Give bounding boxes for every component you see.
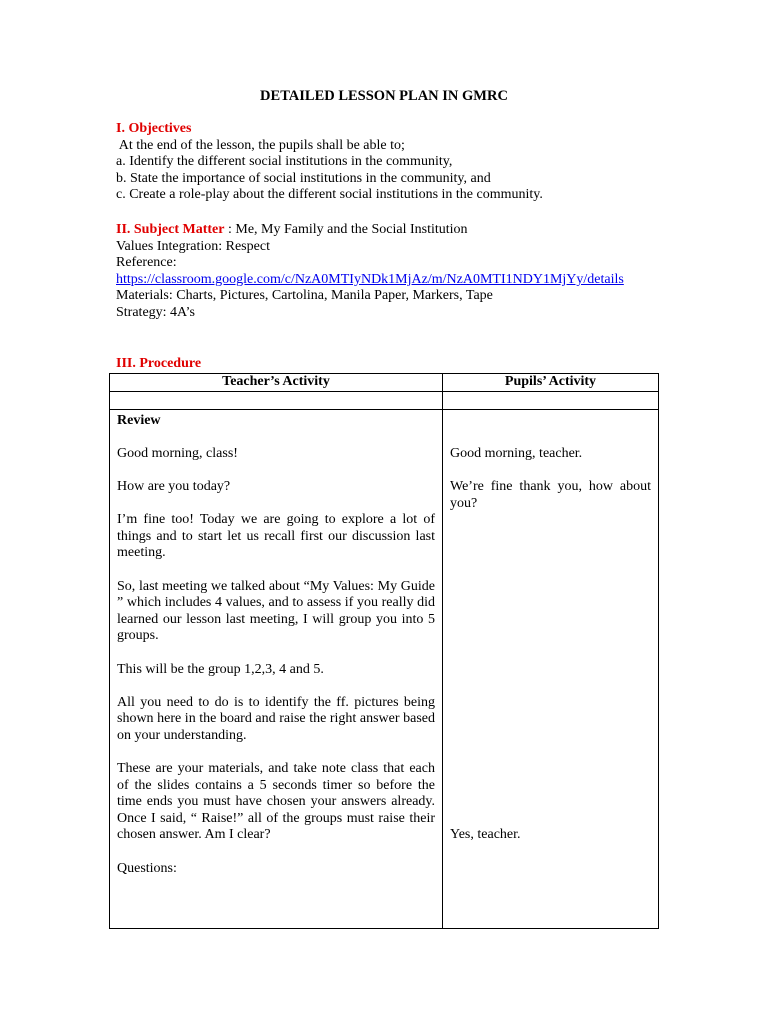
teacher-line: These are your materials, and take note class that each of the slides contains a 5 seconds timer so before the time ends you must have chosen your answers already. Once I said, “ Raise!” all of the groups must raise their chosen answer. Am I clear?	[117, 761, 435, 843]
strategy: Strategy: 4A’s	[116, 304, 195, 320]
table-header-row	[110, 374, 659, 392]
objectives-section	[116, 121, 656, 204]
teacher-line: All you need to do is to identify the ff. pictures being shown here in the board and raise the right answer based on your understanding.	[117, 694, 435, 743]
subject-matter-section	[116, 222, 656, 322]
materials: Materials: Charts, Pictures, Cartolina, Manila Paper, Markers, Tape	[116, 288, 493, 304]
subject-matter-topic: : Me, My Family and the Social Institution	[224, 222, 468, 237]
pupils-activity-header: Pupils’ Activity	[443, 374, 659, 392]
procedure-heading: III. Procedure	[116, 356, 202, 371]
subject-matter-line	[116, 222, 656, 239]
spacer-cell-pupils	[443, 391, 659, 409]
pupil-line: Good morning, teacher.	[450, 445, 583, 461]
procedure-table	[109, 373, 659, 929]
teacher-line: Good morning, class!	[117, 445, 238, 461]
objectives-intro: At the end of the lesson, the pupils shall be able to;	[116, 137, 405, 153]
teacher-line: Questions:	[117, 860, 177, 876]
teacher-line: I’m fine too! Today we are going to explore a lot of things and to start let us recall first our discussion last meeting.	[117, 512, 435, 561]
teacher-activity-header: Teacher’s Activity	[110, 374, 443, 392]
table-row	[110, 409, 659, 928]
document-title: DETAILED LESSON PLAN IN GMRC	[260, 88, 508, 104]
teacher-line: So, last meeting we talked about “My Values: My Guide ” which includes 4 values, and to assess if you really did learned our lesson last meeting, I will group you into 5 groups.	[117, 578, 435, 644]
reference-link[interactable]: https://classroom.google.com/c/NzA0MTIyNDk1MjAz/m/NzA0MTI1NDY1MjYy/details	[116, 271, 624, 287]
pupils-activity-cell	[443, 409, 659, 928]
objective-item-a: a. Identify the different social institutions in the community,	[116, 154, 453, 170]
pupil-line: We’re fine thank you, how about you?	[450, 478, 651, 511]
teacher-line: How are you today?	[117, 478, 231, 494]
teacher-activity-cell	[110, 409, 443, 928]
table-spacer-row	[110, 391, 659, 409]
review-label: Review	[117, 412, 161, 428]
subject-matter-heading: II. Subject Matter	[116, 222, 225, 237]
pupil-line: Yes, teacher.	[450, 827, 521, 843]
spacer-cell-teacher	[110, 391, 443, 409]
values-integration: Values Integration: Respect	[116, 238, 270, 254]
objective-item-b: b. State the importance of social institutions in the community, and	[116, 170, 491, 186]
objective-item-c: c. Create a role-play about the different social institutions in the community.	[116, 187, 543, 203]
reference-label: Reference:	[116, 255, 177, 271]
objectives-heading: I. Objectives	[116, 121, 192, 136]
teacher-line: This will be the group 1,2,3, 4 and 5.	[117, 661, 324, 677]
